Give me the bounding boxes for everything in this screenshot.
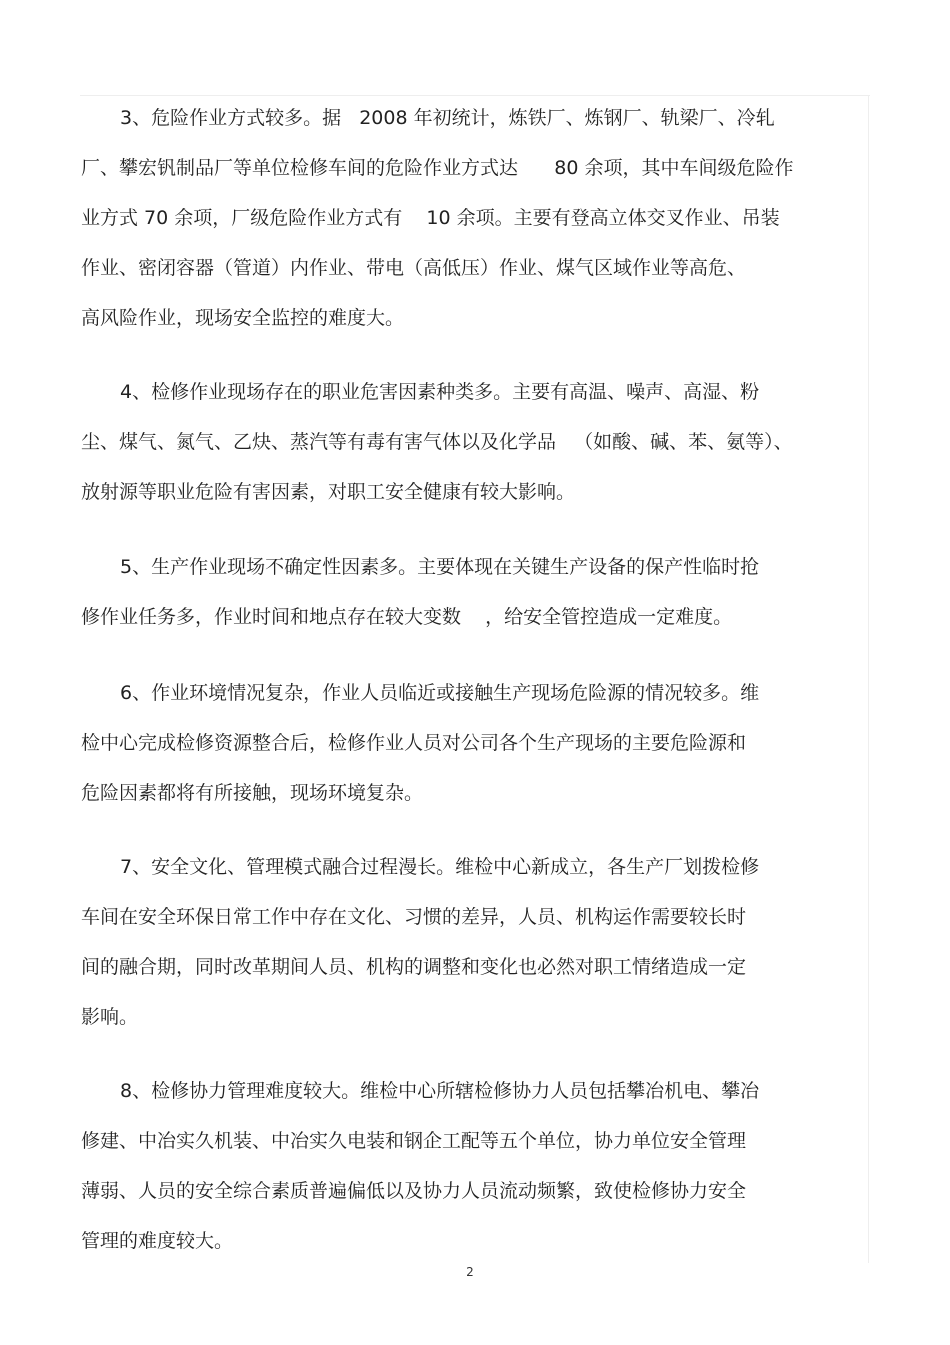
page-frame-right xyxy=(868,95,869,1263)
paragraph-line: 6、作业环境情况复杂，作业人员临近或接触生产现场危险源的情况较多。维 xyxy=(120,682,760,704)
paragraph-line: 管理的难度较大。 xyxy=(81,1230,234,1252)
paragraph-line: 3、危险作业方式较多。据 2008 年初统计，炼铁厂、炼钢厂、轨梁厂、冷轧 xyxy=(120,107,775,129)
page-number: 2 xyxy=(466,1265,474,1279)
paragraph-line: 7、安全文化、管理模式融合过程漫长。维检中心新成立，各生产厂划拨检修 xyxy=(120,856,760,878)
paragraph-line: 检中心完成检修资源整合后，检修作业人员对公司各个生产现场的主要危险源和 xyxy=(81,732,747,754)
paragraph-line: 危险因素都将有所接触，现场环境复杂。 xyxy=(81,782,424,804)
paragraph-line: 作业、密闭容器（管道）内作业、带电（高低压）作业、煤气区域作业等高危、 xyxy=(81,257,747,279)
paragraph-line: 薄弱、人员的安全综合素质普遍偏低以及协力人员流动频繁，致使检修协力安全 xyxy=(81,1180,747,1202)
paragraph-line: 高风险作业，现场安全监控的难度大。 xyxy=(81,307,405,329)
paragraph-line: 业方式 70 余项，厂级危险作业方式有 10 余项。主要有登高立体交叉作业、吊装 xyxy=(81,207,780,229)
paragraph-line: 厂、攀宏钒制品厂等单位检修车间的危险作业方式达 80 余项，其中车间级危险作 xyxy=(81,157,794,179)
page-frame-top xyxy=(80,95,870,96)
paragraph-line: 放射源等职业危险有害因素，对职工安全健康有较大影响。 xyxy=(81,481,576,503)
paragraph-line: 5、生产作业现场不确定性因素多。主要体现在关键生产设备的保产性临时抢 xyxy=(120,556,760,578)
paragraph-line: 修建、中冶实久机装、中冶实久电装和钢企工配等五个单位，协力单位安全管理 xyxy=(81,1130,747,1152)
paragraph-line: 8、检修协力管理难度较大。维检中心所辖检修协力人员包括攀冶机电、攀冶 xyxy=(120,1080,760,1102)
paragraph-line: 4、检修作业现场存在的职业危害因素种类多。主要有高温、噪声、高湿、粉 xyxy=(120,381,760,403)
paragraph-line: 间的融合期，同时改革期间人员、机构的调整和变化也必然对职工情绪造成一定 xyxy=(81,956,747,978)
paragraph-line: 影响。 xyxy=(81,1006,139,1028)
paragraph-line: 尘、煤气、氮气、乙炔、蒸汽等有毒有害气体以及化学品 （如酸、碱、苯、氨等）、 xyxy=(81,431,793,453)
paragraph-line: 车间在安全环保日常工作中存在文化、习惯的差异，人员、机构运作需要较长时 xyxy=(81,906,747,928)
paragraph-line: 修作业任务多，作业时间和地点存在较大变数 ，给安全管控造成一定难度。 xyxy=(81,606,733,628)
